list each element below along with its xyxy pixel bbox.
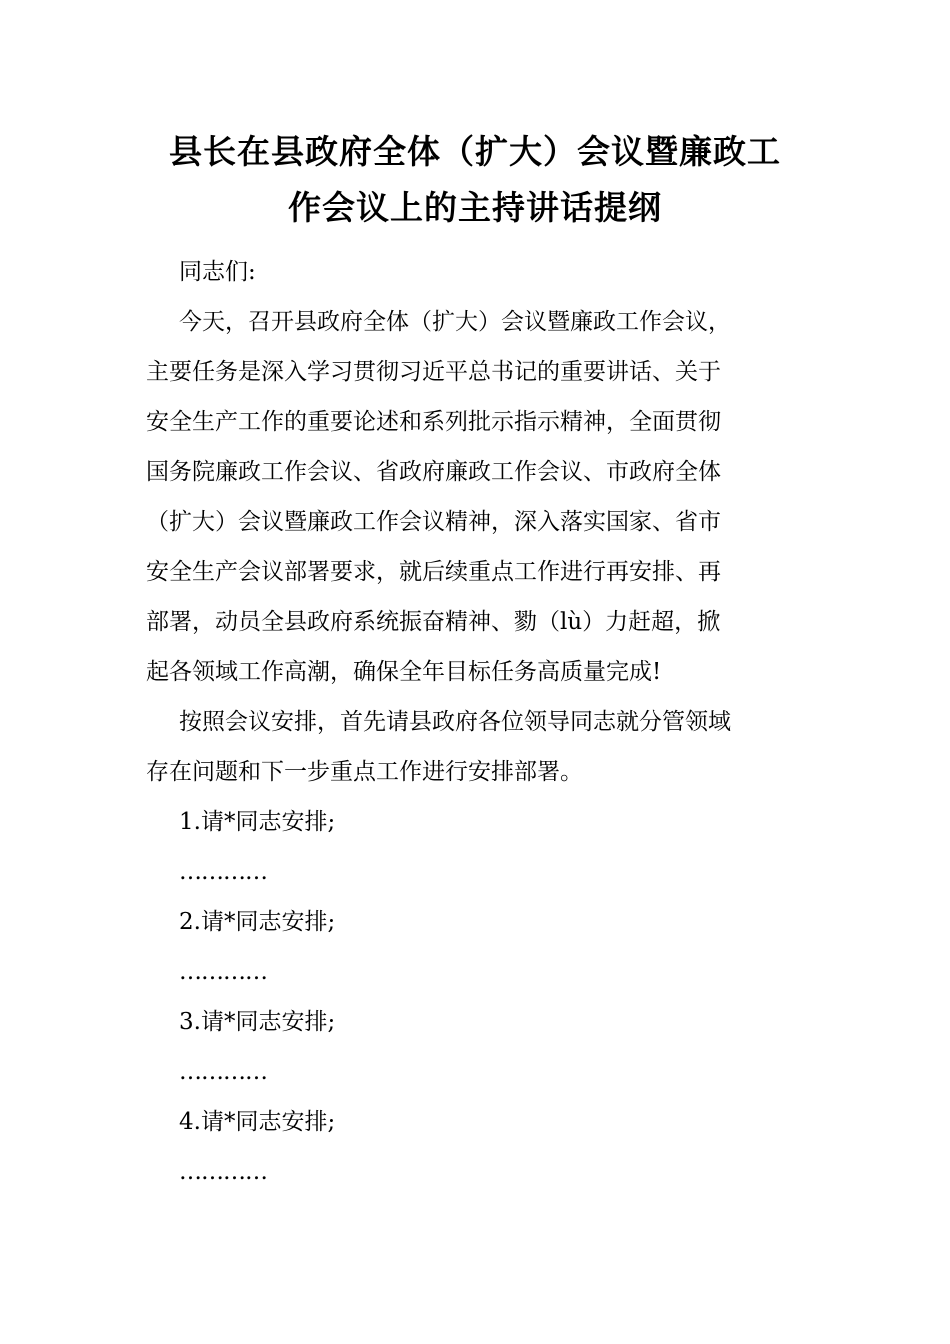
- list-ellipsis: …………: [179, 1159, 267, 1185]
- salutation: [146, 247, 806, 297]
- paragraph-line: 按照会议安排，首先请县政府各位领导同志就分管领域: [179, 709, 731, 735]
- list-item: 2.请*同志安排;: [179, 909, 336, 935]
- title-line-1: 县长在县政府全体（扩大）会议暨廉政工: [169, 132, 781, 171]
- salutation-text: 同志们:: [179, 259, 256, 285]
- paragraph-line: 今天，召开县政府全体（扩大）会议暨廉政工作会议，: [179, 309, 731, 335]
- paragraph-line: 国务院廉政工作会议、省政府廉政工作会议、市政府全体: [146, 459, 721, 485]
- paragraph-line: 安全生产会议部署要求，就后续重点工作进行再安排、再: [146, 559, 721, 585]
- document-body: [146, 247, 806, 1197]
- arrangement-paragraph: [146, 697, 806, 797]
- list-ellipsis: …………: [179, 859, 267, 885]
- paragraph-line: 主要任务是深入学习贯彻习近平总书记的重要讲话、关于: [146, 359, 721, 385]
- list-item: 3.请*同志安排;: [179, 1009, 336, 1035]
- paragraph-line: （扩大）会议暨廉政工作会议精神，深入落实国家、省市: [146, 509, 721, 535]
- paragraph-line: 部署，动员全县政府系统振奋精神、勠（lù）力赶超，掀: [146, 609, 721, 635]
- list-ellipsis: …………: [179, 1059, 267, 1085]
- opening-paragraph: [146, 297, 806, 697]
- document-title: [140, 124, 810, 236]
- title-line-2: 作会议上的主持讲话提纲: [288, 188, 662, 227]
- paragraph-line: 存在问题和下一步重点工作进行安排部署。: [146, 759, 583, 785]
- list-item: 1.请*同志安排;: [179, 809, 336, 835]
- list-ellipsis: …………: [179, 959, 267, 985]
- paragraph-line: 起各领域工作高潮，确保全年目标任务高质量完成!: [146, 659, 662, 685]
- paragraph-line: 安全生产工作的重要论述和系列批示指示精神，全面贯彻: [146, 409, 721, 435]
- list-item: 4.请*同志安排;: [179, 1109, 336, 1135]
